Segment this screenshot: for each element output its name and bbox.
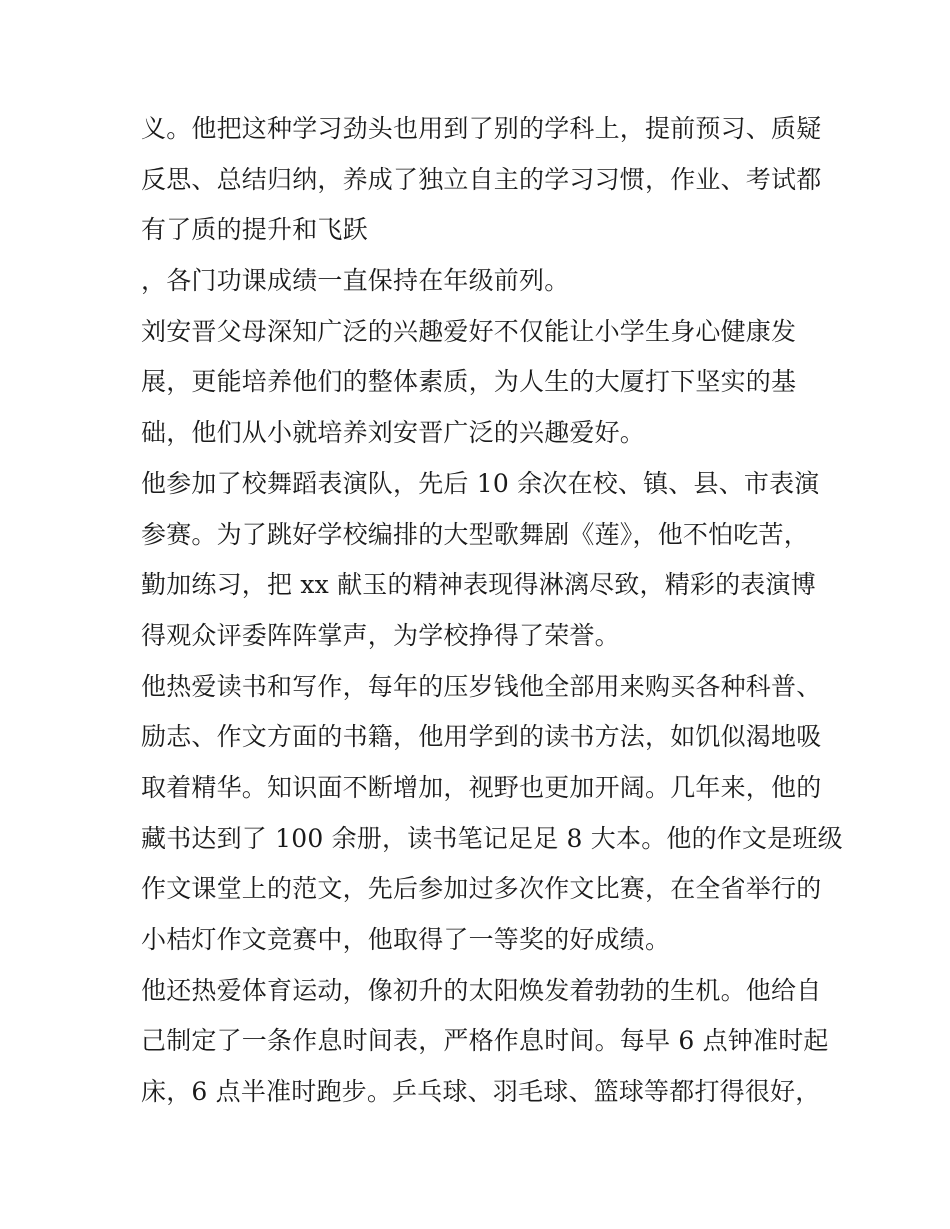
- text-line: 有了质的提升和飞跃: [141, 215, 368, 245]
- text-line: 参赛。为了跳好学校编排的大型歌舞剧《莲》，他不怕吃苦，: [141, 519, 809, 549]
- text-line: 他还热爱体育运动，像初升的太阳焕发着勃勃的生机。他给自: [141, 975, 822, 1005]
- text-line: 藏书达到了 100 余册，读书笔记足足 8 大本。他的作文是班级: [141, 823, 843, 853]
- text-line: 床，6 点半准时跑步。乒乓球、羽毛球、篮球等都打得很好，: [141, 1077, 821, 1107]
- text-line: ，各门功课成绩一直保持在年级前列。: [141, 266, 570, 296]
- text-line: 反思、总结归纳，养成了独立自主的学习习惯，作业、考试都: [141, 164, 822, 194]
- text-line: 取着精华。知识面不断增加，视野也更加开阔。几年来，他的: [141, 772, 822, 802]
- text-line: 作文课堂上的范文，先后参加过多次作文比赛，在全省举行的: [141, 874, 822, 904]
- text-line: 己制定了一条作息时间表，严格作息时间。每早 6 点钟准时起: [141, 1026, 829, 1056]
- text-line: 刘安晋父母深知广泛的兴趣爱好不仅能让小学生身心健康发: [141, 316, 797, 346]
- text-line: 小桔灯作文竞赛中，他取得了一等奖的好成绩。: [141, 925, 671, 954]
- text-line: 展，更能培养他们的整体素质，为人生的大厦打下坚实的基: [141, 367, 797, 397]
- text-line: 义。他把这种学习劲头也用到了别的学科上，提前预习、质疑: [141, 114, 822, 143]
- text-line: 励志、作文方面的书籍，他用学到的读书方法，如饥似渴地吸: [141, 722, 822, 752]
- text-line: 他热爱读书和写作，每年的压岁钱他全部用来购买各种科普、: [141, 671, 822, 701]
- text-line: 他参加了校舞蹈表演队，先后 10 余次在校、镇、县、市表演: [141, 468, 820, 498]
- text-line: 础，他们从小就培养刘安晋广泛的兴趣爱好。: [141, 418, 646, 448]
- text-line: 勤加练习，把 xx 献玉的精神表现得淋漓尽致，精彩的表演博: [141, 570, 816, 600]
- text-line: 得观众评委阵阵掌声，为学校挣得了荣誉。: [141, 620, 620, 650]
- document-body: [141, 104, 843, 1118]
